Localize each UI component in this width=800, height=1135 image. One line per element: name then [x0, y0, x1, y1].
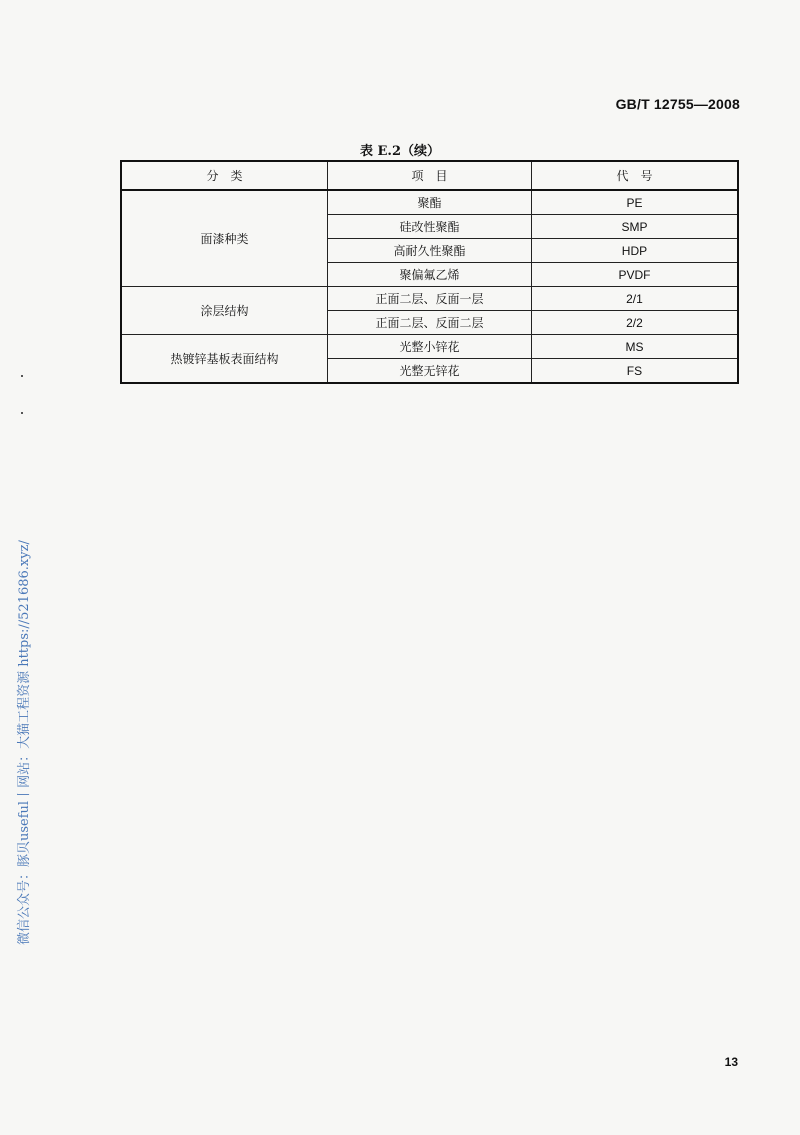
item-cell: 光整小锌花 [327, 335, 531, 359]
code-cell: PVDF [531, 263, 738, 287]
item-cell: 正面二层、反面一层 [327, 287, 531, 311]
page-number: 13 [724, 1055, 738, 1069]
item-cell: 正面二层、反面二层 [327, 311, 531, 335]
header-item: 项 目 [327, 161, 531, 190]
code-cell: SMP [531, 215, 738, 239]
item-cell: 聚酯 [327, 190, 531, 215]
code-cell: 2/2 [531, 311, 738, 335]
table-header-row [121, 161, 738, 190]
scan-speck [21, 412, 23, 414]
item-cell: 聚偏氟乙烯 [327, 263, 531, 287]
item-cell: 光整无锌花 [327, 359, 531, 384]
header-category: 分 类 [121, 161, 327, 190]
category-cell: 涂层结构 [121, 287, 327, 335]
standard-number: GB/T 12755—2008 [615, 96, 740, 112]
classification-table [120, 160, 739, 384]
code-cell: PE [531, 190, 738, 215]
watermark-text: 微信公众号：豚贝useful丨网站：大猫工程资源 https://521686.xyz/ [17, 540, 32, 945]
item-cell: 硅改性聚酯 [327, 215, 531, 239]
table-row [121, 335, 738, 359]
table-row [121, 190, 738, 215]
code-cell: HDP [531, 239, 738, 263]
category-cell: 热镀锌基板表面结构 [121, 335, 327, 384]
table-row [121, 287, 738, 311]
item-cell: 高耐久性聚酯 [327, 239, 531, 263]
code-cell: 2/1 [531, 287, 738, 311]
scan-speck [21, 375, 23, 377]
table-caption: 表 E.2（续） [359, 144, 440, 159]
code-cell: MS [531, 335, 738, 359]
category-cell: 面漆种类 [121, 190, 327, 287]
header-code: 代 号 [531, 161, 738, 190]
code-cell: FS [531, 359, 738, 384]
